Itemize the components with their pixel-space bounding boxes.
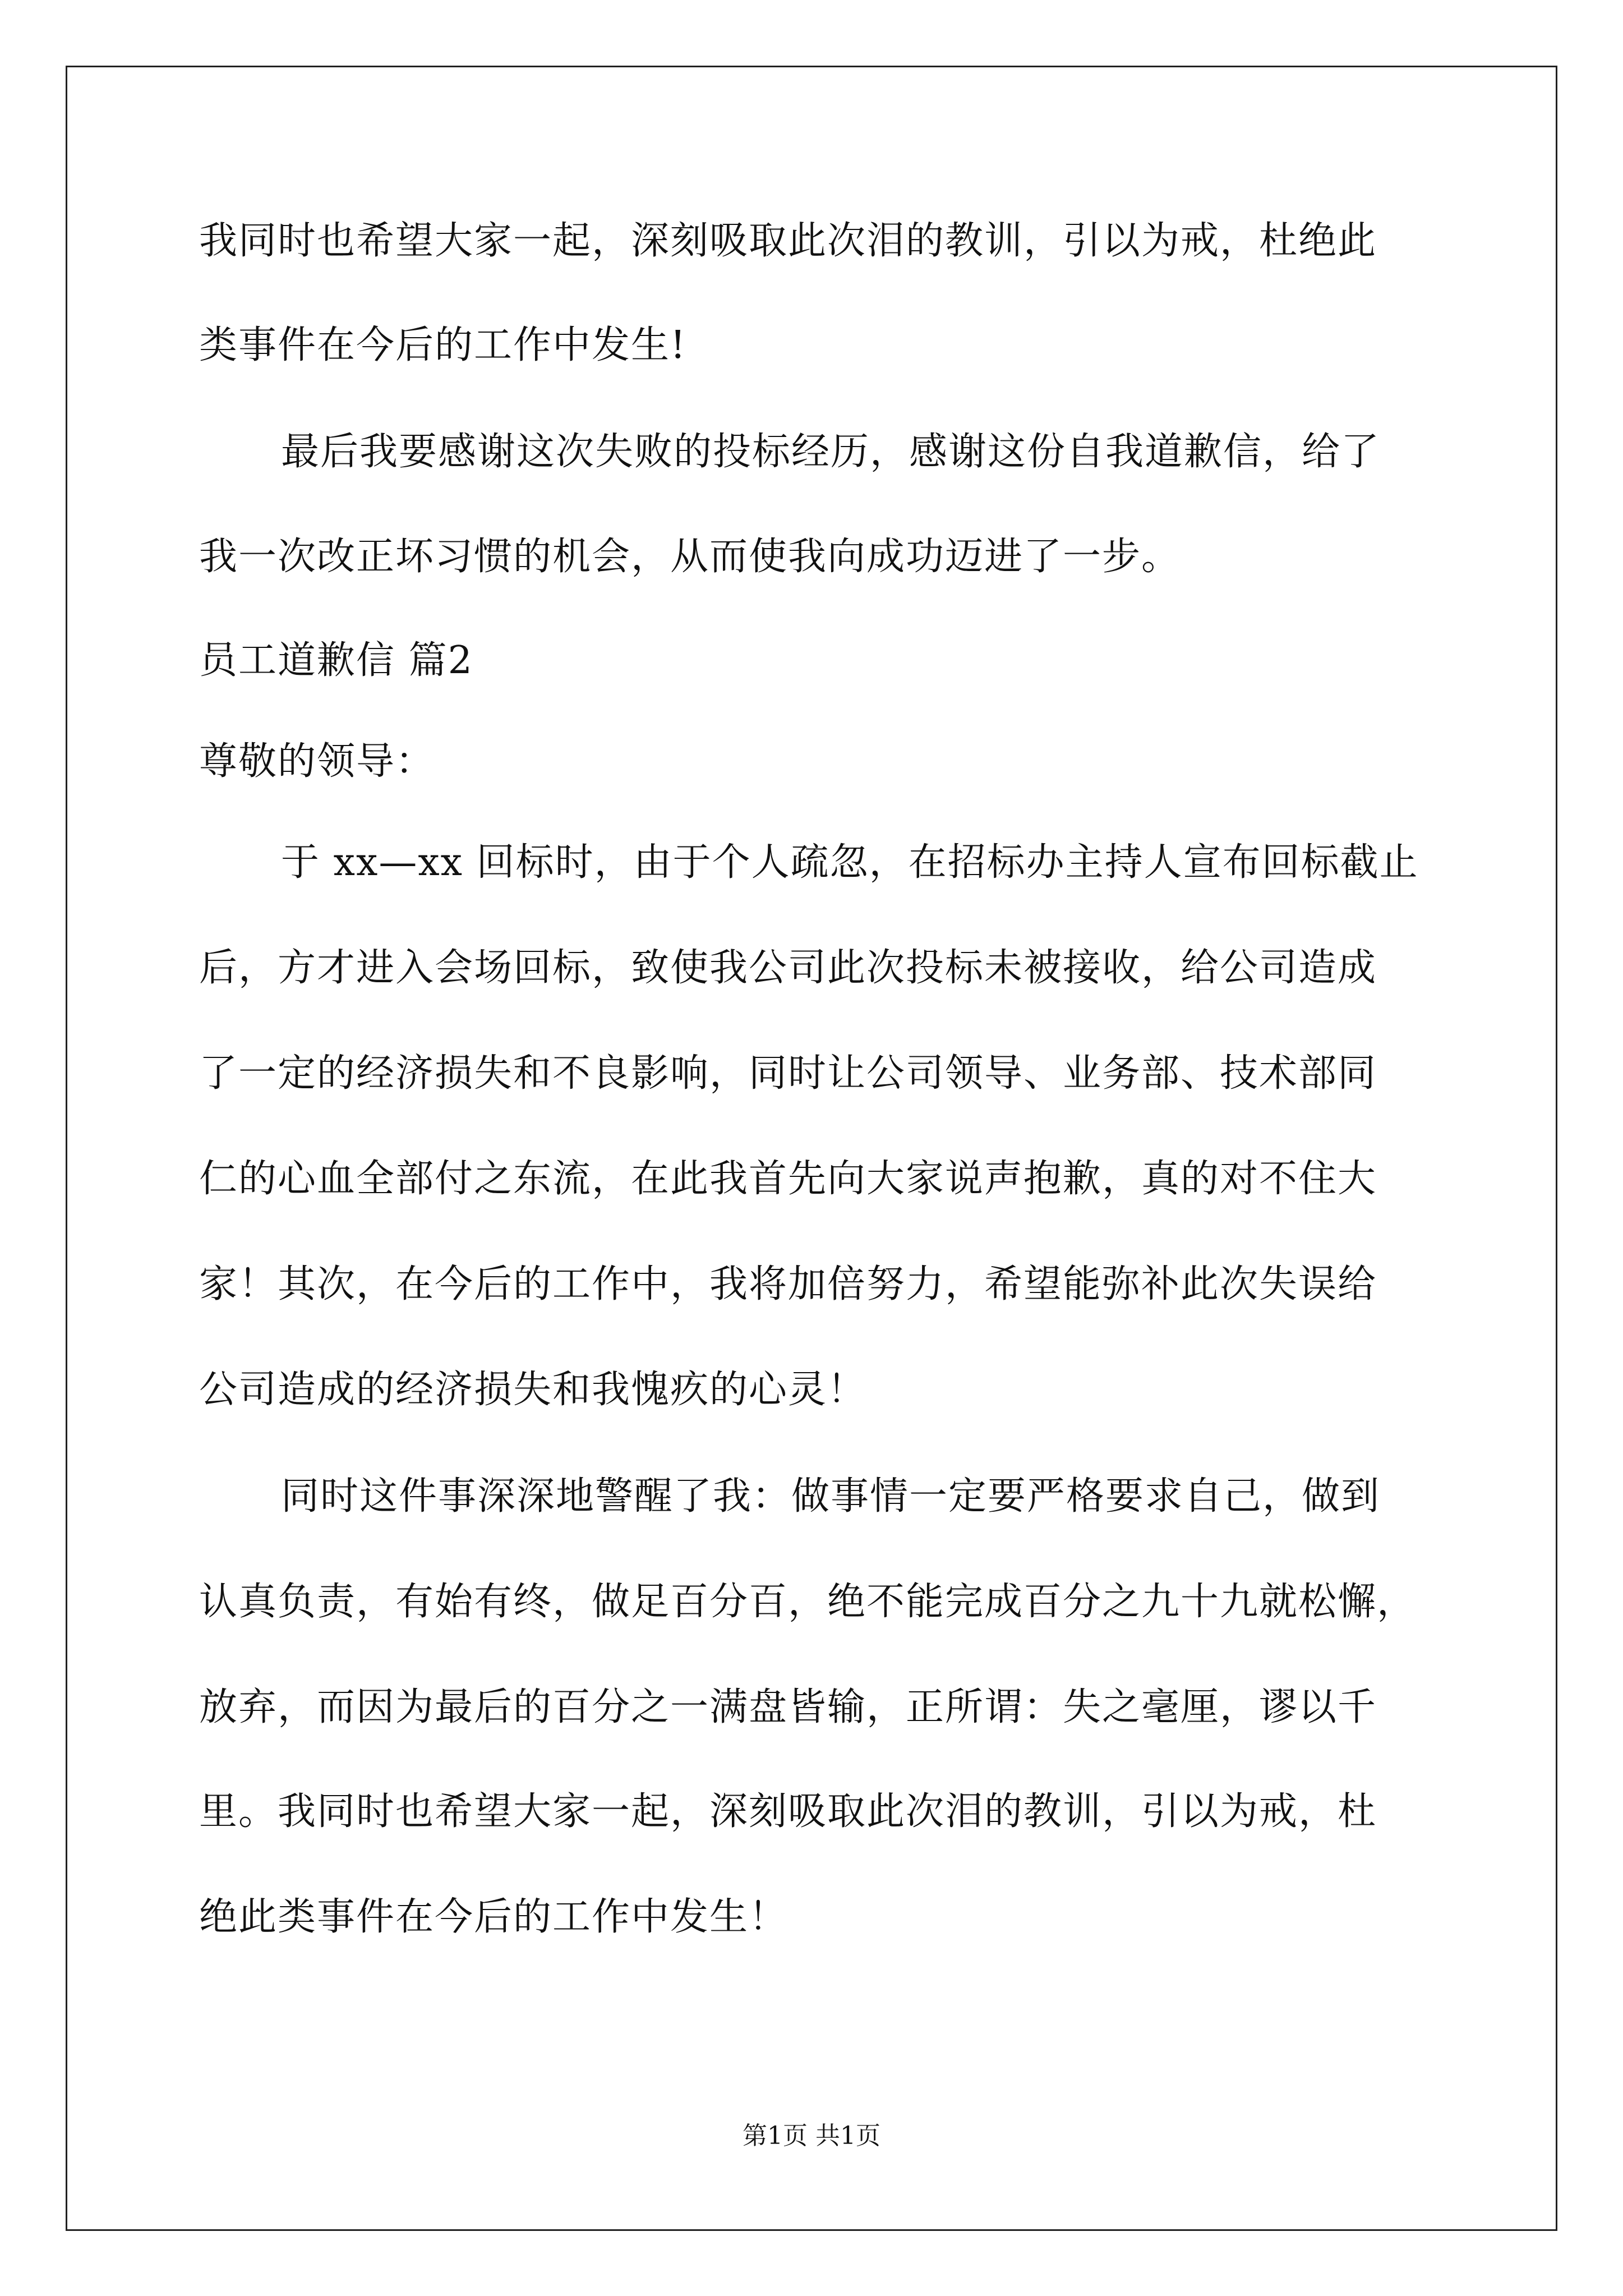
paragraph-line: 同时这件事深深地警醒了我：做事情一定要严格要求自己，做到	[281, 1474, 1381, 1519]
section-heading: 员工道歉信 篇2	[199, 638, 473, 683]
paragraph-line: 家！其次，在今后的工作中，我将加倍努力，希望能弥补此次失误给	[199, 1262, 1377, 1306]
paragraph-line: 类事件在今后的工作中发生!	[199, 323, 687, 367]
page-footer: 第1页 共1页	[743, 2122, 880, 2150]
paragraph-line: 公司造成的经济损失和我愧疚的心灵！	[199, 1368, 867, 1412]
paragraph-line: 最后我要感谢这次失败的投标经历，感谢这份自我道歉信，给了	[281, 430, 1381, 474]
paragraph-line: 放弃，而因为最后的百分之一满盘皆输，正所谓：失之毫厘，谬以千	[199, 1685, 1377, 1729]
paragraph-line: 我同时也希望大家一起，深刻吸取此次泪的教训，引以为戒，杜绝此	[199, 219, 1377, 263]
paragraph-line: 仁的心血全部付之东流，在此我首先向大家说声抱歉，真的对不住大	[199, 1157, 1377, 1201]
paragraph-line: 里。我同时也希望大家一起，深刻吸取此次泪的教训，引以为戒，杜	[199, 1789, 1377, 1834]
paragraph-line: 我一次改正坏习惯的机会，从而使我向成功迈进了一步。	[199, 535, 1181, 579]
paragraph-line: 绝此类事件在今后的工作中发生！	[199, 1895, 789, 1939]
salutation: 尊敬的领导：	[199, 739, 435, 784]
paragraph-line: 后，方才进入会场回标，致使我公司此次投标未被接收，给公司造成	[199, 946, 1377, 990]
paragraph-line: 认真负责，有始有终，做足百分百，绝不能完成百分之九十九就松懈，	[199, 1580, 1417, 1624]
paragraph-line: 于 xx—xx 回标时，由于个人疏忽，在招标办主持人宣布回标截止	[281, 840, 1419, 885]
paragraph-line: 了一定的经济损失和不良影响，同时让公司领导、业务部、技术部同	[199, 1051, 1377, 1096]
